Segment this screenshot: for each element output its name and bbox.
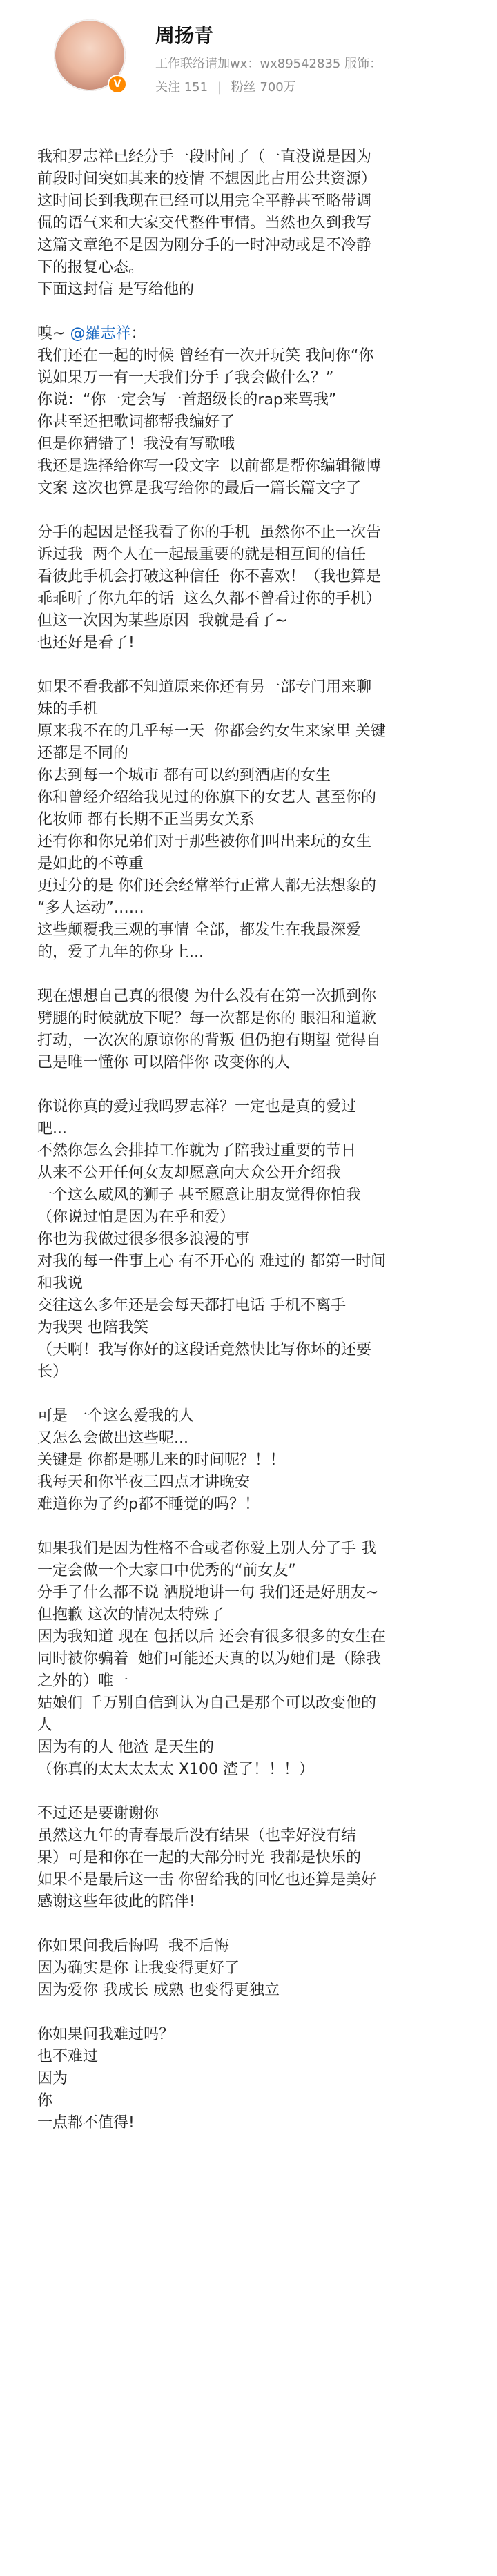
post-line: 一点都不值得! <box>37 2114 135 2131</box>
profile-stats <box>155 77 296 95</box>
post-line: 打动，一次次的原谅你的背叛 但仍抱有期望 觉得自 <box>37 1032 381 1049</box>
post-line: 为我哭 也陪我笑 <box>37 1319 148 1336</box>
post-line: 因为爱你 我成长 成熟 也变得更独立 <box>37 1982 280 1999</box>
post-line: （你真的太太太太太 X100 渣了！！！） <box>37 1761 315 1778</box>
post-line: 果）可是和你在一起的大部分时光 我都是快乐的 <box>37 1849 361 1866</box>
post-line: 也不难过 <box>37 2048 99 2065</box>
post-line: 因为确实是你 让我变得更好了 <box>37 1960 240 1977</box>
post-line: 这些颠覆我三观的事情 全部，都发生在我最深爱 <box>37 921 361 939</box>
post-line: 姑娘们 千万别自信到认为自己是那个可以改变他的 <box>37 1695 376 1712</box>
post-line: 分手了什么都不说 洒脱地讲一句 我们还是好朋友~ <box>37 1584 379 1601</box>
paragraph-no-regret <box>37 1935 479 2002</box>
paragraph-discovery <box>37 676 479 964</box>
post-line: 但是你猜错了！我没有写歌哦 <box>37 436 235 453</box>
post-line: 你说你真的爱过我吗罗志祥？一定也是真的爱过 <box>37 1098 357 1115</box>
post-line: 劈腿的时候就放下呢？每一次都是你的 眼泪和道歉 <box>37 1010 376 1027</box>
post-line: 是如此的不尊重 <box>37 855 144 872</box>
post-line: 和我说 <box>37 1275 84 1292</box>
post-line: 前段时间突如其来的疫情 不想因此占用公共资源） <box>37 170 376 188</box>
post-line: 你 <box>37 2092 53 2109</box>
post-line: 分手的起因是怪我看了你的手机 虽然你不止一次告 <box>37 524 381 541</box>
post-line: 关键是 你都是哪儿来的时间呢？！！ <box>37 1452 285 1469</box>
post-line: 不过还是要谢谢你 <box>37 1805 159 1822</box>
post-line: 下的报复心态。 <box>37 259 144 276</box>
fans-label[interactable]: 粉丝 <box>231 80 256 95</box>
fans-count[interactable]: 700万 <box>260 80 296 95</box>
post-line: 你去到每一个城市 都有可以约到酒店的女生 <box>37 767 331 784</box>
post-line: 交往这么多年还是会每天都打电话 手机不离手 <box>37 1297 346 1314</box>
post-line: 化妆师 都有长期不正当男女关系 <box>37 811 255 828</box>
greeting-prefix: 嗅~ <box>37 325 70 342</box>
post-line: （天啊！我写你好的这段话竟然快比写你坏的还要 <box>37 1341 372 1358</box>
profile-header <box>0 0 497 117</box>
paragraph-ending <box>37 2024 479 2134</box>
post-line: 如果我们是因为性格不合或者你爱上别人分了手 我 <box>37 1540 376 1557</box>
post-line: “多人运动”…… <box>37 899 144 917</box>
paragraph-thanks <box>37 1803 479 1913</box>
post-line: 虽然这九年的青春最后没有结果（也幸好没有结 <box>37 1827 357 1844</box>
post-line: 的，爱了九年的你身上... <box>37 944 204 961</box>
verified-badge-icon: V <box>108 75 127 94</box>
post-line: 下面这封信 是写给他的 <box>37 281 194 298</box>
post-line: 从来不公开任何女友却愿意向大众公开介绍我 <box>37 1164 342 1182</box>
post-line: 我们还在一起的时候 曾经有一次开玩笑 我问你“你 <box>37 347 374 364</box>
post-line: 但这一次因为某些原因 我就是看了~ <box>37 612 288 630</box>
post-line: 如果不看我都不知道原来你还有另一部专门用来聊 <box>37 679 372 696</box>
post-line: 还都是不同的 <box>37 745 129 762</box>
post-line: 更过分的是 你们还会经常举行正常人都无法想象的 <box>37 877 376 895</box>
post-line: 不然你怎么会排掉工作就为了陪我过重要的节日 <box>37 1142 357 1160</box>
post-line: 因为 <box>37 2070 68 2087</box>
post-line: 又怎么会做出这些呢... <box>37 1430 188 1447</box>
post-line: 你和曾经介绍给我见过的你旗下的女艺人 甚至你的 <box>37 789 376 806</box>
post-line: 这篇文章绝不是因为刚分手的一时冲动或是不冷静 <box>37 237 372 254</box>
post-line: 侃的语气来和大家交代整件事情。当然也久到我写 <box>37 215 372 232</box>
post-line: 你也为我做过很多很多浪漫的事 <box>37 1231 251 1248</box>
post-line: 可是 一个这么爱我的人 <box>37 1407 194 1425</box>
post-content <box>37 146 479 2156</box>
post-line: 诉过我 两个人在一起最重要的就是相互间的信任 <box>37 546 366 563</box>
paragraph-phone <box>37 522 479 654</box>
post-line: 一个这么威风的狮子 甚至愿意让朋友觉得你怕我 <box>37 1187 361 1204</box>
post-line: 乖乖听了你九年的话 这么久都不曾看过你的手机） <box>37 590 381 607</box>
paragraph-rap <box>37 323 479 500</box>
post-line: 还有你和你兄弟们对于那些被你们叫出来玩的女生 <box>37 833 372 850</box>
post-line: 感谢这些年彼此的陪伴! <box>37 1893 195 1911</box>
post-line: 我还是选择给你写一段文字 以前都是帮你编辑微博 <box>37 458 381 475</box>
mention-link[interactable]: @羅志祥 <box>70 325 131 342</box>
post-line: 文案 这次也算是我写给你的最后一篇长篇文字了 <box>37 480 361 497</box>
profile-contact-info: 工作联络请加wx：wx89542835 服饰： <box>155 57 382 71</box>
greeting-line <box>37 323 479 345</box>
post-line: 现在想想自己真的很傻 为什么没有在第一次抓到你 <box>37 988 376 1005</box>
post-line: 一定会做一个大家口中优秀的“前女友” <box>37 1562 296 1579</box>
post-line: 因为我知道 现在 包括以后 还会有很多很多的女生在 <box>37 1628 386 1646</box>
post-line: 我每天和你半夜三四点才讲晚安 <box>37 1474 251 1491</box>
post-line: 难道你为了约p都不睡觉的吗？！ <box>37 1496 260 1513</box>
post-line: 人 <box>37 1717 53 1734</box>
greeting-suffix: ： <box>130 325 146 342</box>
post-line: 你甚至还把歌词都帮我编好了 <box>37 413 235 431</box>
post-line: 原来我不在的几乎每一天 你都会约女生来家里 关键 <box>37 723 386 740</box>
post-line: 这时间长到我现在已经可以用完全平静甚至略带调 <box>37 193 372 210</box>
post-line: 但抱歉 这次的情况太特殊了 <box>37 1606 224 1623</box>
user-name[interactable]: 周扬青 <box>155 24 214 47</box>
post-line: 说如果万一有一天我们分手了我会做什么？” <box>37 369 334 387</box>
paragraph-intro <box>37 146 479 301</box>
post-line: 因为有的人 他渣 是天生的 <box>37 1739 214 1756</box>
post-line: 吧... <box>37 1120 67 1138</box>
post-line: （你说过怕是因为在乎和爱） <box>37 1209 235 1226</box>
post-line: 长） <box>37 1363 68 1380</box>
paragraph-question <box>37 1405 479 1516</box>
post-line: 妹的手机 <box>37 701 99 718</box>
post-line: 也还好是看了! <box>37 634 135 652</box>
paragraph-love <box>37 1096 479 1383</box>
post-line: 你如果问我难过吗？ <box>37 2026 175 2043</box>
post-line: 己是唯一懂你 可以陪伴你 改变你的人 <box>37 1054 290 1071</box>
paragraph-regret <box>37 986 479 1074</box>
follow-label[interactable]: 关注 <box>155 80 180 95</box>
post-line: 同时被你骗着 她们可能还天真的以为她们是（除我 <box>37 1650 381 1668</box>
post-line: 你说：“你一定会写一首超级长的rap来骂我” <box>37 391 337 409</box>
post-line: 我和罗志祥已经分手一段时间了（一直没说是因为 <box>37 148 372 166</box>
stats-divider: | <box>217 80 222 95</box>
post-line: 你如果问我后悔吗 我不后悔 <box>37 1938 229 1955</box>
post-line: 如果不是最后这一击 你留给我的回忆也还算是美好 <box>37 1871 376 1889</box>
paragraph-warning <box>37 1538 479 1781</box>
post-line: 之外的）唯一 <box>37 1672 129 1690</box>
post-line: 看彼此手机会打破这种信任 你不喜欢！（我也算是 <box>37 568 381 585</box>
post-line: 对我的每一件事上心 有不开心的 难过的 都第一时间 <box>37 1253 386 1270</box>
follow-count[interactable]: 151 <box>184 80 208 95</box>
